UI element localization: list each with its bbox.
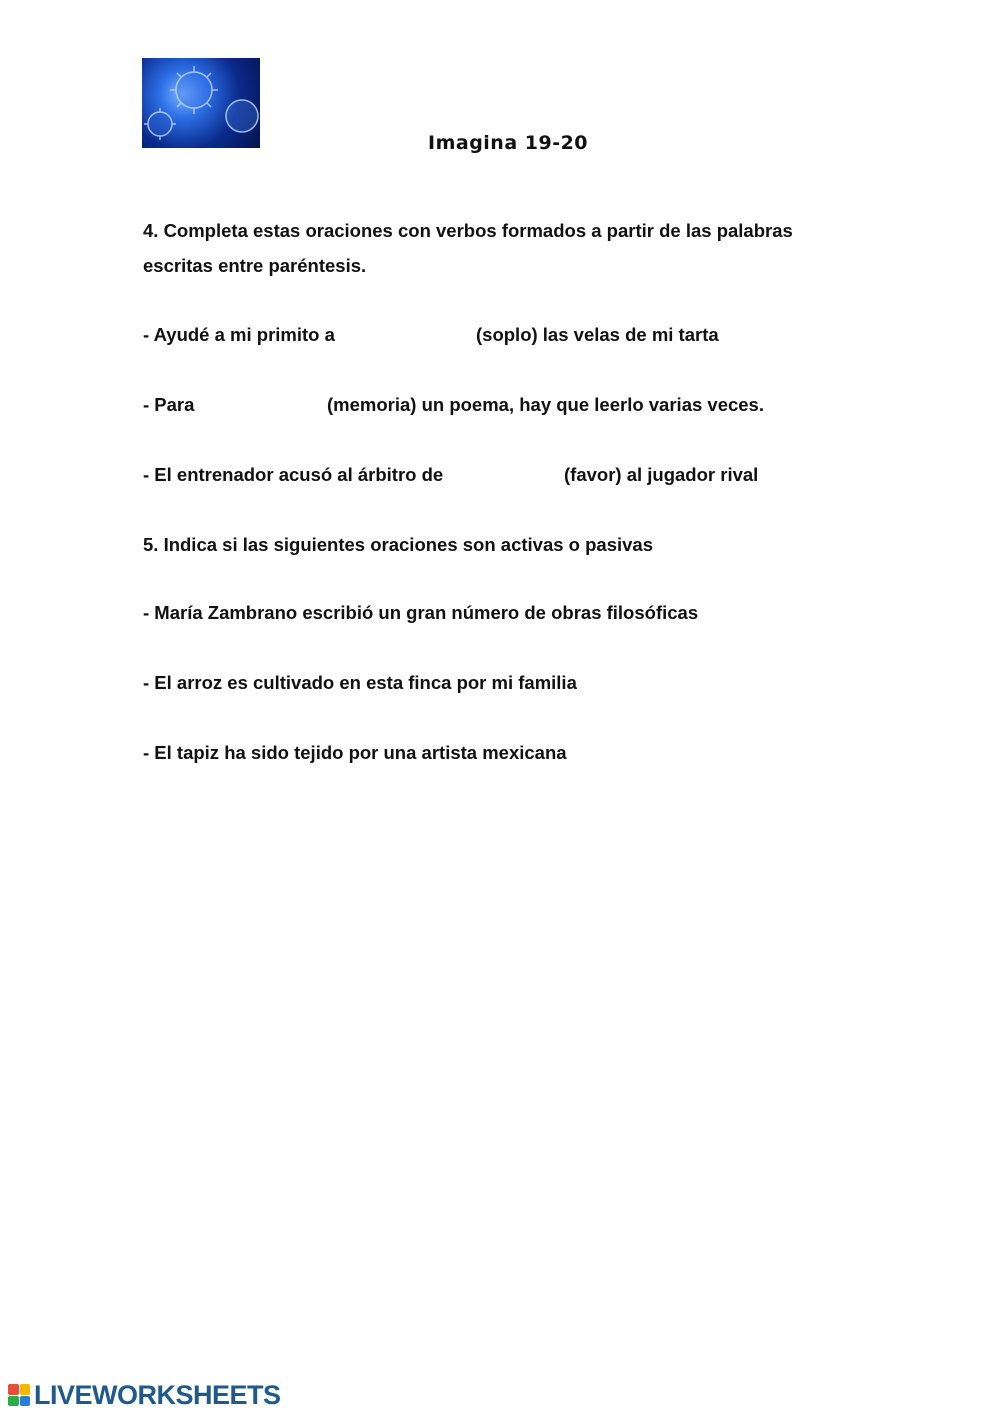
- liveworksheets-logo: [8, 1381, 281, 1409]
- answer-input-3[interactable]: [475, 462, 565, 488]
- item-text-after: (soplo) las velas de mi tarta: [476, 324, 719, 345]
- exercise5-item-3: - El tapiz ha sido tejido por una artista mexicana: [143, 742, 567, 763]
- logo-text: LIVEWORKSHEETS: [34, 1380, 281, 1410]
- exercise4-instruction: 4. Completa estas oraciones con verbos formados a partir de las palabras: [143, 220, 793, 241]
- answer-input-1[interactable]: [361, 322, 477, 348]
- item-text-before: - El entrenador acusó al árbitro de: [143, 464, 444, 485]
- item-text-before: - Ayudé a mi primito a: [143, 324, 335, 345]
- item-text-after: (memoria) un poema, hay que leerlo varias veces.: [327, 394, 764, 415]
- item-text-after: (favor) al jugador rival: [564, 464, 759, 485]
- page-title: Imagina 19-20: [428, 132, 589, 154]
- logo-blocks-icon: [8, 1384, 30, 1406]
- virus-image: [142, 58, 260, 148]
- item-text-before: - Para: [143, 394, 195, 415]
- answer-input-2[interactable]: [205, 392, 327, 418]
- exercise4-instruction-cont: escritas entre paréntesis.: [143, 255, 367, 276]
- exercise5-item-1: - María Zambrano escribió un gran número de obras filosóficas: [143, 602, 699, 623]
- exercise5-item-2: - El arroz es cultivado en esta finca por mi familia: [143, 672, 577, 693]
- exercise5-instruction: 5. Indica si las siguientes oraciones son activas o pasivas: [143, 534, 654, 555]
